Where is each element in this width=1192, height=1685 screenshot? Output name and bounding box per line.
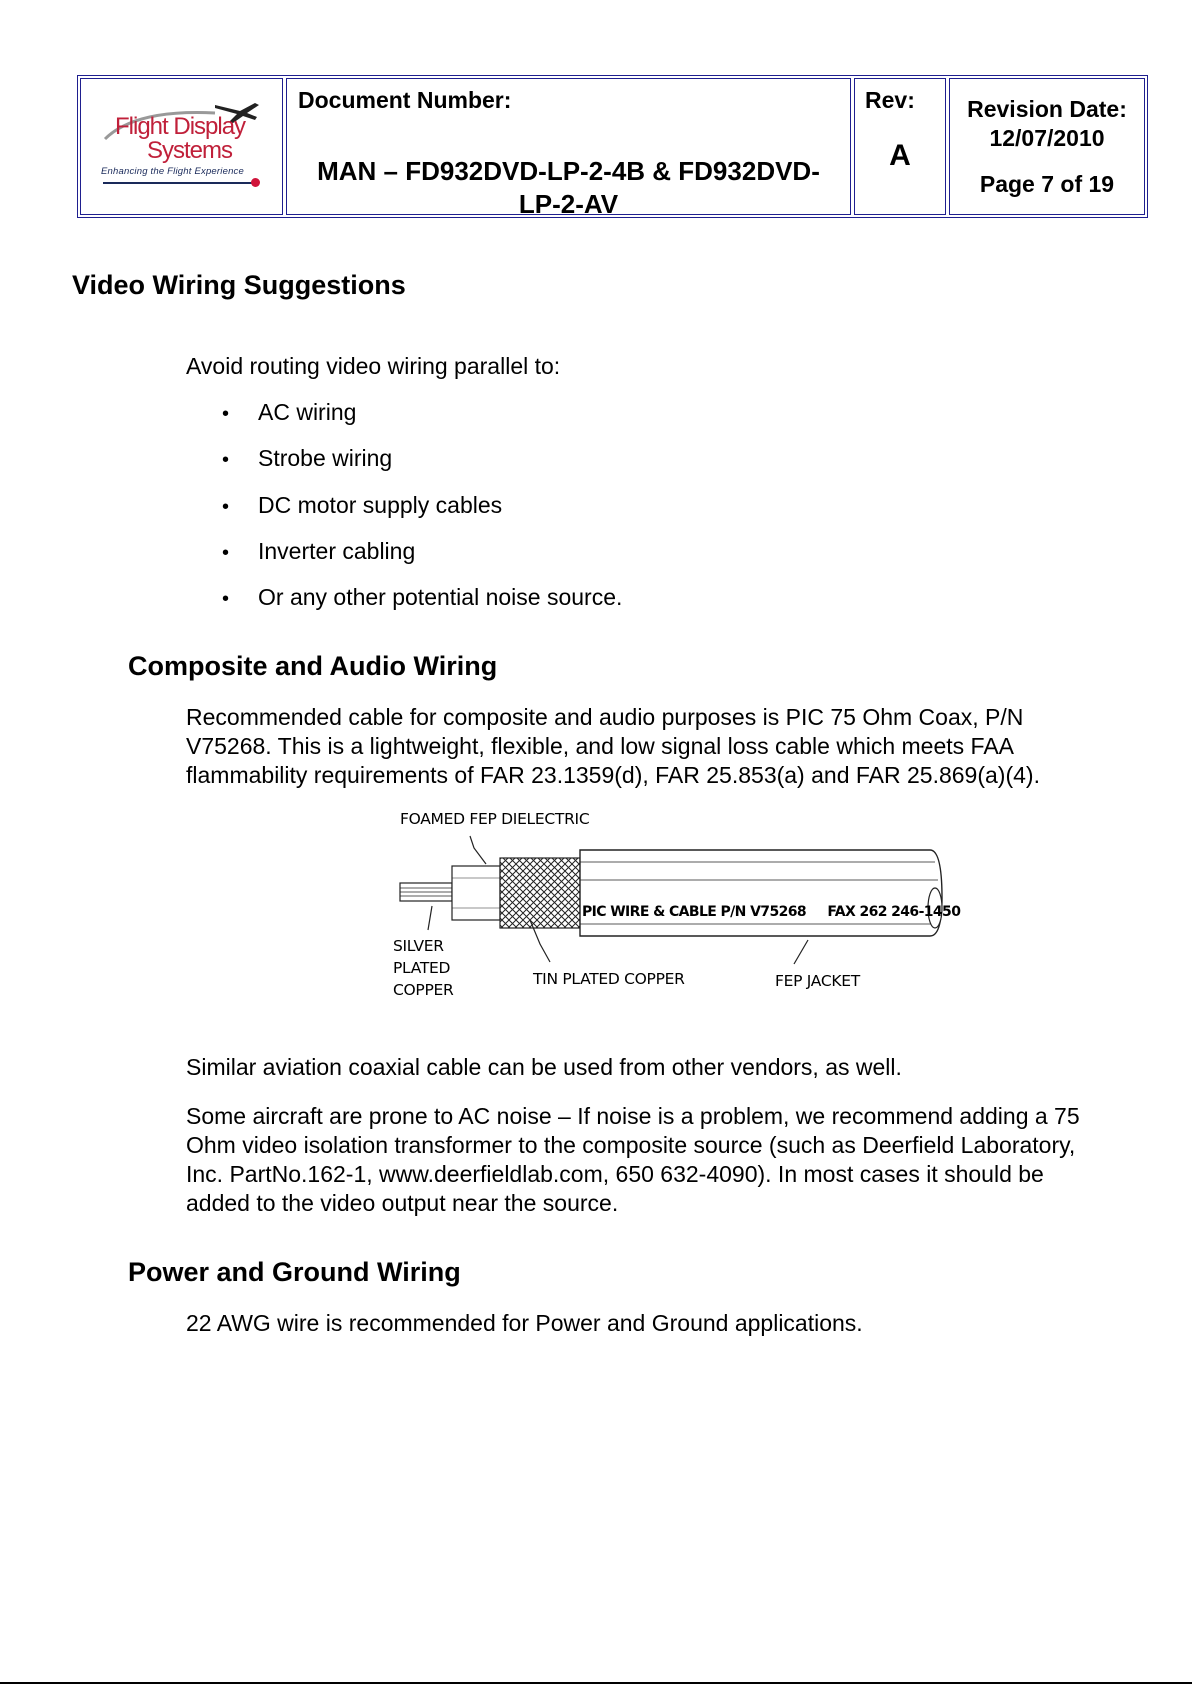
label-line: COPPER xyxy=(393,981,454,999)
page-number: Page 7 of 19 xyxy=(979,171,1115,197)
page-bottom-rule xyxy=(0,1682,1192,1684)
bullet-icon: • xyxy=(222,449,230,471)
revision-cell xyxy=(854,78,946,215)
label-tin-plated-copper: TIN PLATED COPPER xyxy=(533,970,685,988)
section-title-composite-audio: Composite and Audio Wiring xyxy=(128,651,498,681)
document-number-line1: MAN – FD932DVD-LP-2-4B & FD932DVD- xyxy=(317,156,820,186)
bullet-text: Strobe wiring xyxy=(258,445,393,471)
label-line: SILVER xyxy=(393,937,444,955)
similar-cable-paragraph: Similar aviation coaxial cable can be used from other vendors, as well. xyxy=(186,1054,902,1080)
paragraph-line: Some aircraft are prone to AC noise – If noise is a problem, we recommend adding a 75 xyxy=(186,1103,1080,1129)
bullet-item xyxy=(222,584,622,611)
bullet-item xyxy=(222,492,502,519)
video-wiring-intro: Avoid routing video wiring parallel to: xyxy=(186,353,561,379)
section-title-power-ground: Power and Ground Wiring xyxy=(128,1257,461,1287)
revision-label: Rev: xyxy=(865,87,915,113)
bullet-text: Inverter cabling xyxy=(258,538,416,564)
bullet-item xyxy=(222,445,392,472)
document-number-line2: LP-2-AV xyxy=(518,189,619,219)
section-title-video-wiring: Video Wiring Suggestions xyxy=(72,270,406,300)
coax-cable-diagram xyxy=(390,808,961,1008)
bullet-icon: • xyxy=(222,403,230,425)
paragraph-line: V75268. This is a lightweight, flexible, and low signal loss cable which meets FAA xyxy=(186,733,1015,759)
paragraph-line: Ohm video isolation transformer to the composite source (such as Deerfield Laboratory, xyxy=(186,1132,1076,1158)
document-number-cell xyxy=(286,78,851,219)
bullet-text: Or any other potential noise source. xyxy=(258,584,623,610)
paragraph-line: added to the video output near the source. xyxy=(186,1190,619,1216)
document-number-label: Document Number: xyxy=(298,87,512,113)
logo-dot xyxy=(251,178,260,187)
logo-underline xyxy=(103,182,253,184)
bullet-icon: • xyxy=(222,542,230,564)
revision-date-cell xyxy=(949,78,1145,215)
label-line: PLATED xyxy=(393,959,451,977)
revision-date-value: 12/07/2010 xyxy=(989,125,1105,151)
ac-noise-paragraph xyxy=(186,1102,1080,1218)
jacket-print-text: PIC WIRE & CABLE P/N V75268 FAX 262 246-1450 xyxy=(582,904,961,920)
revision-date-block xyxy=(950,95,1144,153)
label-silver-plated-copper xyxy=(393,935,453,1001)
logo-line2: Systems xyxy=(147,137,233,164)
bullet-item xyxy=(222,538,415,565)
bullet-icon: • xyxy=(222,496,230,518)
label-fep-jacket: FEP JACKET xyxy=(775,972,860,990)
logo-tagline: Enhancing the Flight Experience xyxy=(101,166,244,177)
logo-line1: Flight Display xyxy=(115,113,246,140)
bullet-icon: • xyxy=(222,588,230,610)
document-number-value xyxy=(287,155,850,221)
label-foamed-dielectric: FOAMED FEP DIELECTRIC xyxy=(400,810,590,828)
composite-paragraph xyxy=(186,703,1040,790)
paragraph-line: flammability requirements of FAR 23.1359(d), FAR 25.853(a) and FAR 25.869(a)(4). xyxy=(186,762,1040,788)
logo-cell xyxy=(80,78,283,215)
bullet-text: AC wiring xyxy=(258,399,357,425)
revision-date-label: Revision Date: xyxy=(967,96,1127,122)
paragraph-line: Recommended cable for composite and audio purposes is PIC 75 Ohm Coax, P/N xyxy=(186,704,1024,730)
paragraph-line: Inc. PartNo.162-1, www.deerfieldlab.com, 650 632-4090). In most cases it should be xyxy=(186,1161,1044,1187)
bullet-item xyxy=(222,399,356,426)
company-logo xyxy=(95,99,270,199)
bullet-text: DC motor supply cables xyxy=(258,492,503,518)
power-ground-paragraph: 22 AWG wire is recommended for Power and Ground applications. xyxy=(186,1310,863,1336)
document-header xyxy=(77,75,1148,218)
revision-value: A xyxy=(889,139,911,172)
